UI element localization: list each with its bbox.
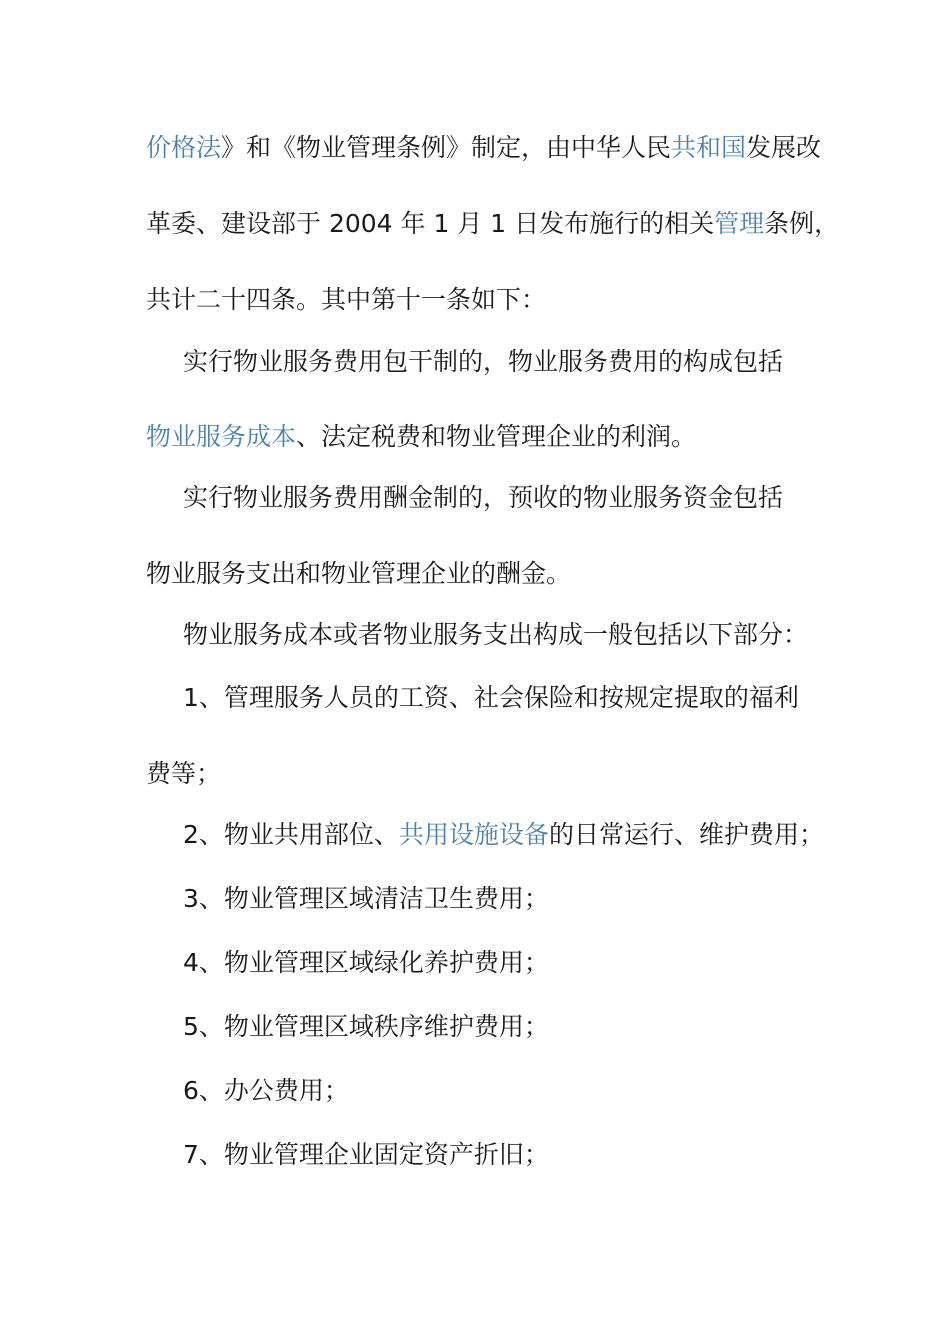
paragraph-start [183,618,853,652]
text-segment: 1、管理服务人员的工资、社会保险和按规定提取的福利 [183,683,799,712]
link-price-law[interactable]: 价格法 [146,133,222,162]
list-item [183,1010,853,1044]
text-segment: 3、物业管理区域清洁卫生费用； [183,884,549,913]
text-segment: 物业服务支出和物业管理企业的酬金。 [146,559,572,588]
list-item [183,882,853,916]
text-segment: 物业服务成本或者物业服务支出构成一般包括以下部分： [183,620,809,649]
link-property-service-cost[interactable]: 物业服务成本 [146,422,297,451]
text-segment: 7、物业管理企业固定资产折旧； [183,1140,549,1169]
list-item [183,946,853,980]
text-segment: 费等； [146,759,222,788]
text-segment: 5、物业管理区域秩序维护费用； [183,1012,549,1041]
text-segment: 发展改 [746,133,822,162]
list-item [183,1138,853,1172]
text-line [146,131,822,165]
text-line [146,207,840,241]
text-segment: 条例， [764,209,840,238]
link-republic[interactable]: 共和国 [671,133,747,162]
list-item [183,1074,853,1108]
link-management[interactable]: 管理 [714,209,765,238]
link-shared-facilities[interactable]: 共用设施设备 [398,820,549,849]
list-item [183,681,853,715]
text-segment: 、法定税费和物业管理企业的利润。 [296,422,697,451]
text-segment: 2、物业共用部位、 [183,820,399,849]
paragraph-start [183,481,853,515]
list-item [183,818,853,852]
text-segment: 6、办公费用； [183,1076,349,1105]
paragraph-start [183,345,853,379]
text-line [146,557,816,591]
text-segment: 4、物业管理区域绿化养护费用； [183,948,549,977]
text-line [146,420,816,454]
text-segment: 实行物业服务费用酬金制的，预收的物业服务资金包括 [183,483,784,512]
text-segment: 革委、建设部于 2004 年 1 月 1 日发布施行的相关 [146,209,715,238]
text-segment: 》和《物业管理条例》制定，由中华人民 [221,133,672,162]
text-line [146,283,816,317]
text-line [146,757,816,791]
text-segment: 实行物业服务费用包干制的，物业服务费用的构成包括 [183,347,784,376]
text-segment: 的日常运行、维护费用； [548,820,824,849]
text-segment: 共计二十四条。其中第十一条如下： [146,285,547,314]
